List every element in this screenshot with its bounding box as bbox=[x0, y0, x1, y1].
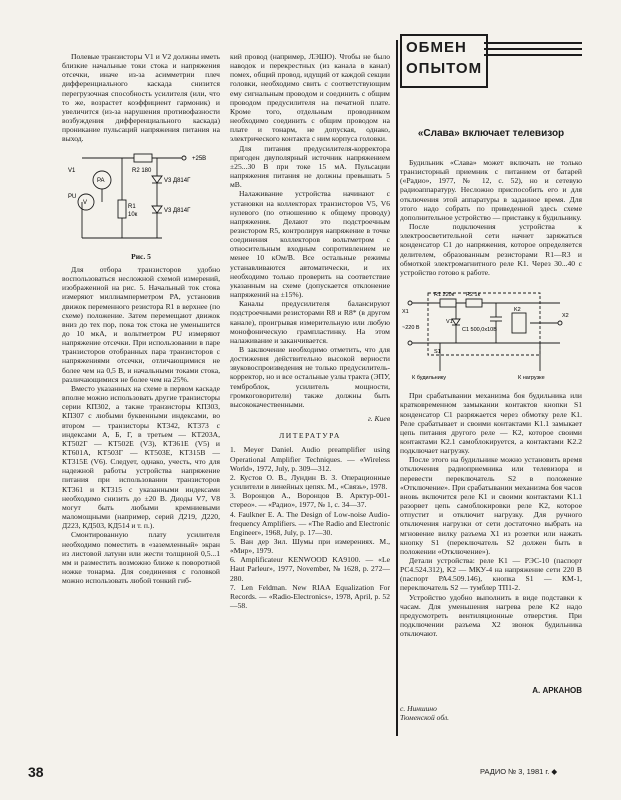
label-net: ~220 В bbox=[402, 325, 420, 332]
label-r1-value: 10к bbox=[128, 211, 138, 218]
author-location bbox=[400, 704, 500, 722]
section-header bbox=[400, 34, 582, 86]
references-title: ЛИТЕРАТУРА bbox=[279, 431, 341, 441]
paragraph: Для питания предусилителя-корректора пригоден двуполярный источник напряжением ±25...30 В при токе 15 мА. Пульсации напряжения питания не должны превышать 5 мВ. bbox=[230, 143, 390, 190]
label-x2: X2 bbox=[562, 313, 569, 320]
label-v1: V1 bbox=[68, 167, 76, 174]
header-stripe bbox=[484, 54, 582, 56]
section-title-line1: ОБМЕН bbox=[406, 39, 467, 56]
label-r1: R1 bbox=[128, 203, 136, 210]
author-village: с. Ниншино bbox=[400, 704, 437, 713]
author-region: Тюменской обл. bbox=[400, 713, 450, 722]
label-v3-bottom: V3 Д814Г bbox=[164, 207, 191, 214]
label-load: К нагрузке bbox=[518, 375, 545, 382]
label-pa: PA bbox=[97, 177, 105, 184]
header-stripe bbox=[484, 42, 582, 44]
column-left bbox=[62, 52, 220, 585]
signature-city: г. Киев bbox=[367, 414, 390, 424]
label-r2: R2 180 bbox=[132, 167, 152, 174]
paragraph: Вместо указанных на схеме в первом каскаде вполне можно использовать другие транзисторы серии КП302, а также транзисторы КП303, КП307 с любыми буквенными индексами, во втором — транзисторы КТ342, КТ373 с индексами А, Б, Г, в третьем — КТ203А, КТ502Г — КТ502Е (V3), КТ361Е (V5) и КТ601А, КТ503Г — КТ503Е, КТ315В — КТ315Е (V6). Следует, однако, учесть, что для надежной работы устройства напряжение питания при использовании транзисторов КТ361 и КТ315 с указанными индексами необходимо снизить до ±20 В. Диоды V7, V8 могут быть любыми кремниевыми маломощными (например, серий Д219, Д220, Д223, КД503, КД514 и т. п.). bbox=[62, 383, 220, 531]
column-right bbox=[400, 158, 582, 638]
paragraph: В заключение необходимо отметить, что для достижения действительно высокой верности звуковоспроизведения не только предусилитель-корректор, но и все остальные узлы тракта (ЭПУ, темброблок, усилитель мощности, громкоговорители) также должны быть высококачественными. bbox=[230, 345, 390, 409]
article-title: «Слава» включает телевизор bbox=[417, 128, 565, 139]
paragraph: Будильник «Слава» может включать не только транзисторный приемник с питанием от батарей («Радио», 1977, № 12, с. 52), но и сетевую радиоаппаратуру. Несложно приспособить его и для отключения этой аппаратуры в заданное время. Для этого надо собрать по приведенной здесь схеме дополнительное устройство — приставку к будильнику. bbox=[400, 158, 582, 222]
reference-item: 7. Len Feldman. New RIAA Equalization For Records. — «Radio-Electronics», 1978, April, p. 52—58. bbox=[230, 582, 390, 611]
reference-item: 6. Amplificateur KENWOOD KA9100. — «Le Haut Parleur», 1977, November, № 1628, p. 272—280. bbox=[230, 555, 390, 583]
journal-footer: РАДИО № 3, 1981 г. ◆ bbox=[480, 767, 558, 776]
paragraph: Для отбора транзисторов удобно воспользоваться несложной схемой измерений, изображенной на рис. 5. Начальный ток стока измеряют миллиамперметром PA, установив движок переменного резистора R1 в верхнее (по схеме) положение. Затем перемещают движок вниз до тех пор, пока ток стока не уменьшится до 10 мкА, и вольтметром PU измеряют напряжение отсечки. При использовании в паре транзисторов отобранных пара транзисторов с напряжениями отсечки, отличающимися не более чем на 0,5 В, и начальными токами стока, различающимися не более чем на 25%. bbox=[62, 264, 220, 384]
label-plus: +25В bbox=[192, 155, 207, 162]
circuit-diagram bbox=[400, 283, 582, 383]
references-list bbox=[230, 445, 390, 610]
label-pu: PU bbox=[68, 193, 77, 200]
reference-item: 3. Воронцов А., Воронцов В. Арктур-001-стерео». — «Радио», 1977, № 1, с. 34—37. bbox=[230, 491, 390, 510]
label-r2: R2 1к bbox=[466, 292, 481, 299]
paragraph: Полевые транзисторы V1 и V2 должны иметь близкие начальные токи стока и напряжения отсечки, иначе из-за асимметрии плеч дифференциального каскада снизится перегрузочная способность усилителя (или, что то же, возрастет коэффициент гармоник) и увеличится (из-за нарушения противофазности возбуждения дифференциального каскада) проникание пульсаций напряжения питания на выход. bbox=[62, 52, 220, 144]
paragraph: После этого на будильнике можно установить время отключения радиоприемника или телевизора и перевести переключатель S2 в положение «Отключение». При срабатывании механизма боя часов вновь включится реле K1 и своими контактами K1.1 разорвет цепь самоблокировки реле K2, которое отпустит и отключит нагрузку. Для ручного отключения нагрузки от сети достаточно выбрать на мгновение вилку разъема X1 из розетки или нажать кнопку S1 (переключатель S2 должен быть в положении «Отключение»). bbox=[400, 455, 582, 556]
label-v: V bbox=[83, 199, 88, 206]
label-v1: V1 bbox=[446, 319, 453, 326]
column-middle bbox=[230, 52, 390, 610]
paragraph: При срабатывании механизма боя будильника или кратковременном замыкании контактов кнопки S1 конденсатор C1 разряжается через обмотку реле K1. Реле срабатывает и своими контактами K1.1 замыкает цепь питания другого реле — K2, которое своими контактами K2.1 самоблокируется, а контактами K2.2 подключает нагрузку. bbox=[400, 391, 582, 456]
label-c1: C1 500,0x10В bbox=[462, 327, 497, 334]
label-v3-top: V3 Д814Г bbox=[164, 177, 191, 184]
section-logo bbox=[400, 34, 488, 88]
paragraph: кий провод (например, ЛЭШО). Чтобы не было наводок и перекрестных (из канала в канал) помех, общий провод, идущий от каждой секции головки, необходимо свить с соответствующим ему сигнальным проводом и соединить с общим проводом предусилителя на печатной плате. Кроме того, отдельным проводником необходимо соединить с общим проводом на плате и тонарм, не допуская, однако, электрического контакта с ним корпуса головки. bbox=[230, 52, 390, 144]
header-stripe bbox=[484, 48, 582, 50]
label-x1: X1 bbox=[402, 309, 409, 316]
paragraph: Каналы предусилителя балансируют подстроечными резисторами R8 и R8* (в другом канале), проигрывая измерительную или любую монофоническую грампластинку. На этом налаживание и заканчивается. bbox=[230, 299, 390, 345]
author-name: А. АРКАНОВ bbox=[532, 686, 582, 695]
reference-item: 5. Ван дер Зил. Шумы при измерениях. М., «Мир», 1979. bbox=[230, 536, 390, 556]
paragraph: Устройство удобно выполнить в виде подставки к часам. Для уменьшения нагрева реле K2 надо предусмотреть вентиляционные отверстия. При подключении разъема X2 звонок будильника отключают. bbox=[400, 592, 582, 639]
paragraph: Детали устройства: реле K1 — РЭС-10 (паспорт РС4.524.312), K2 — МКУ-4 на напряжение сети 220 В (паспорт РА4.509.146), кнопка S1 — КМ-1, переключатель S2 — тумблер ТП1-2. bbox=[400, 556, 582, 593]
circuit-diagram bbox=[62, 150, 220, 248]
paragraph: После подключения устройства к электроосветительной сети начнет заряжаться конденсатор C1 до напряжения, которое определяется делителем, образованным резисторами R1—R3 и обмоткой электромагнитного реле K1. Через 30...40 с устройство готово к работе. bbox=[400, 222, 582, 277]
figure-5 bbox=[62, 150, 220, 261]
reference-item: 1. Meyer Daniel. Audio preamplifier using Operational Amplifier Techniques. — «Wireless World», 1972, July, p. 309—312. bbox=[230, 445, 390, 473]
figure-caption: Рис. 5 bbox=[131, 251, 151, 261]
section-title-line2: ОПЫТОМ bbox=[406, 60, 483, 77]
paragraph: Смонтированную плату усилителя необходимо поместить в «заземленный» экран из листовой латуни или жести толщиной 0,5...1 мм и разместить возможно ближе к поворотной ножке тонарма. Для соединения с головкой можно использовать любой тонкий гиб- bbox=[62, 530, 220, 586]
label-k2: K2 bbox=[514, 307, 521, 314]
label-s1: S1 bbox=[434, 349, 441, 356]
label-alarm: К будильнику bbox=[412, 375, 447, 382]
figure-alarm-circuit bbox=[400, 283, 582, 385]
column-divider bbox=[396, 40, 398, 736]
reference-item: 4. Faulkner E. A. The Design of Low-noise Audio-frequency Amplifiers. — «The Radio and Electronic Engineer», 1968, July, p. 17—30. bbox=[230, 509, 390, 537]
reference-item: 2. Кустов О. В., Лундин В. З. Операционные усилители в линейных цепях. М., «Связь», 1978. bbox=[230, 472, 390, 492]
label-r1: R1 220к bbox=[434, 292, 455, 299]
paragraph: Налаживание устройства начинают с установки на коллекторах транзисторов V5, V6 нулевого (по отношению к общему проводу) напряжения. Делают это подстроечным резистором R5, контролируя напряжение в точке соединения коллекторов вольтметром с относительным входным сопротивлением не менее 10 кОм/В. Все остальные режимы устанавливаются автоматически, и их необходимо только проверить на соответствие указанным на схеме (допускается отклонение напряжений на ±15%). bbox=[230, 189, 390, 300]
page-number: 38 bbox=[28, 764, 44, 780]
